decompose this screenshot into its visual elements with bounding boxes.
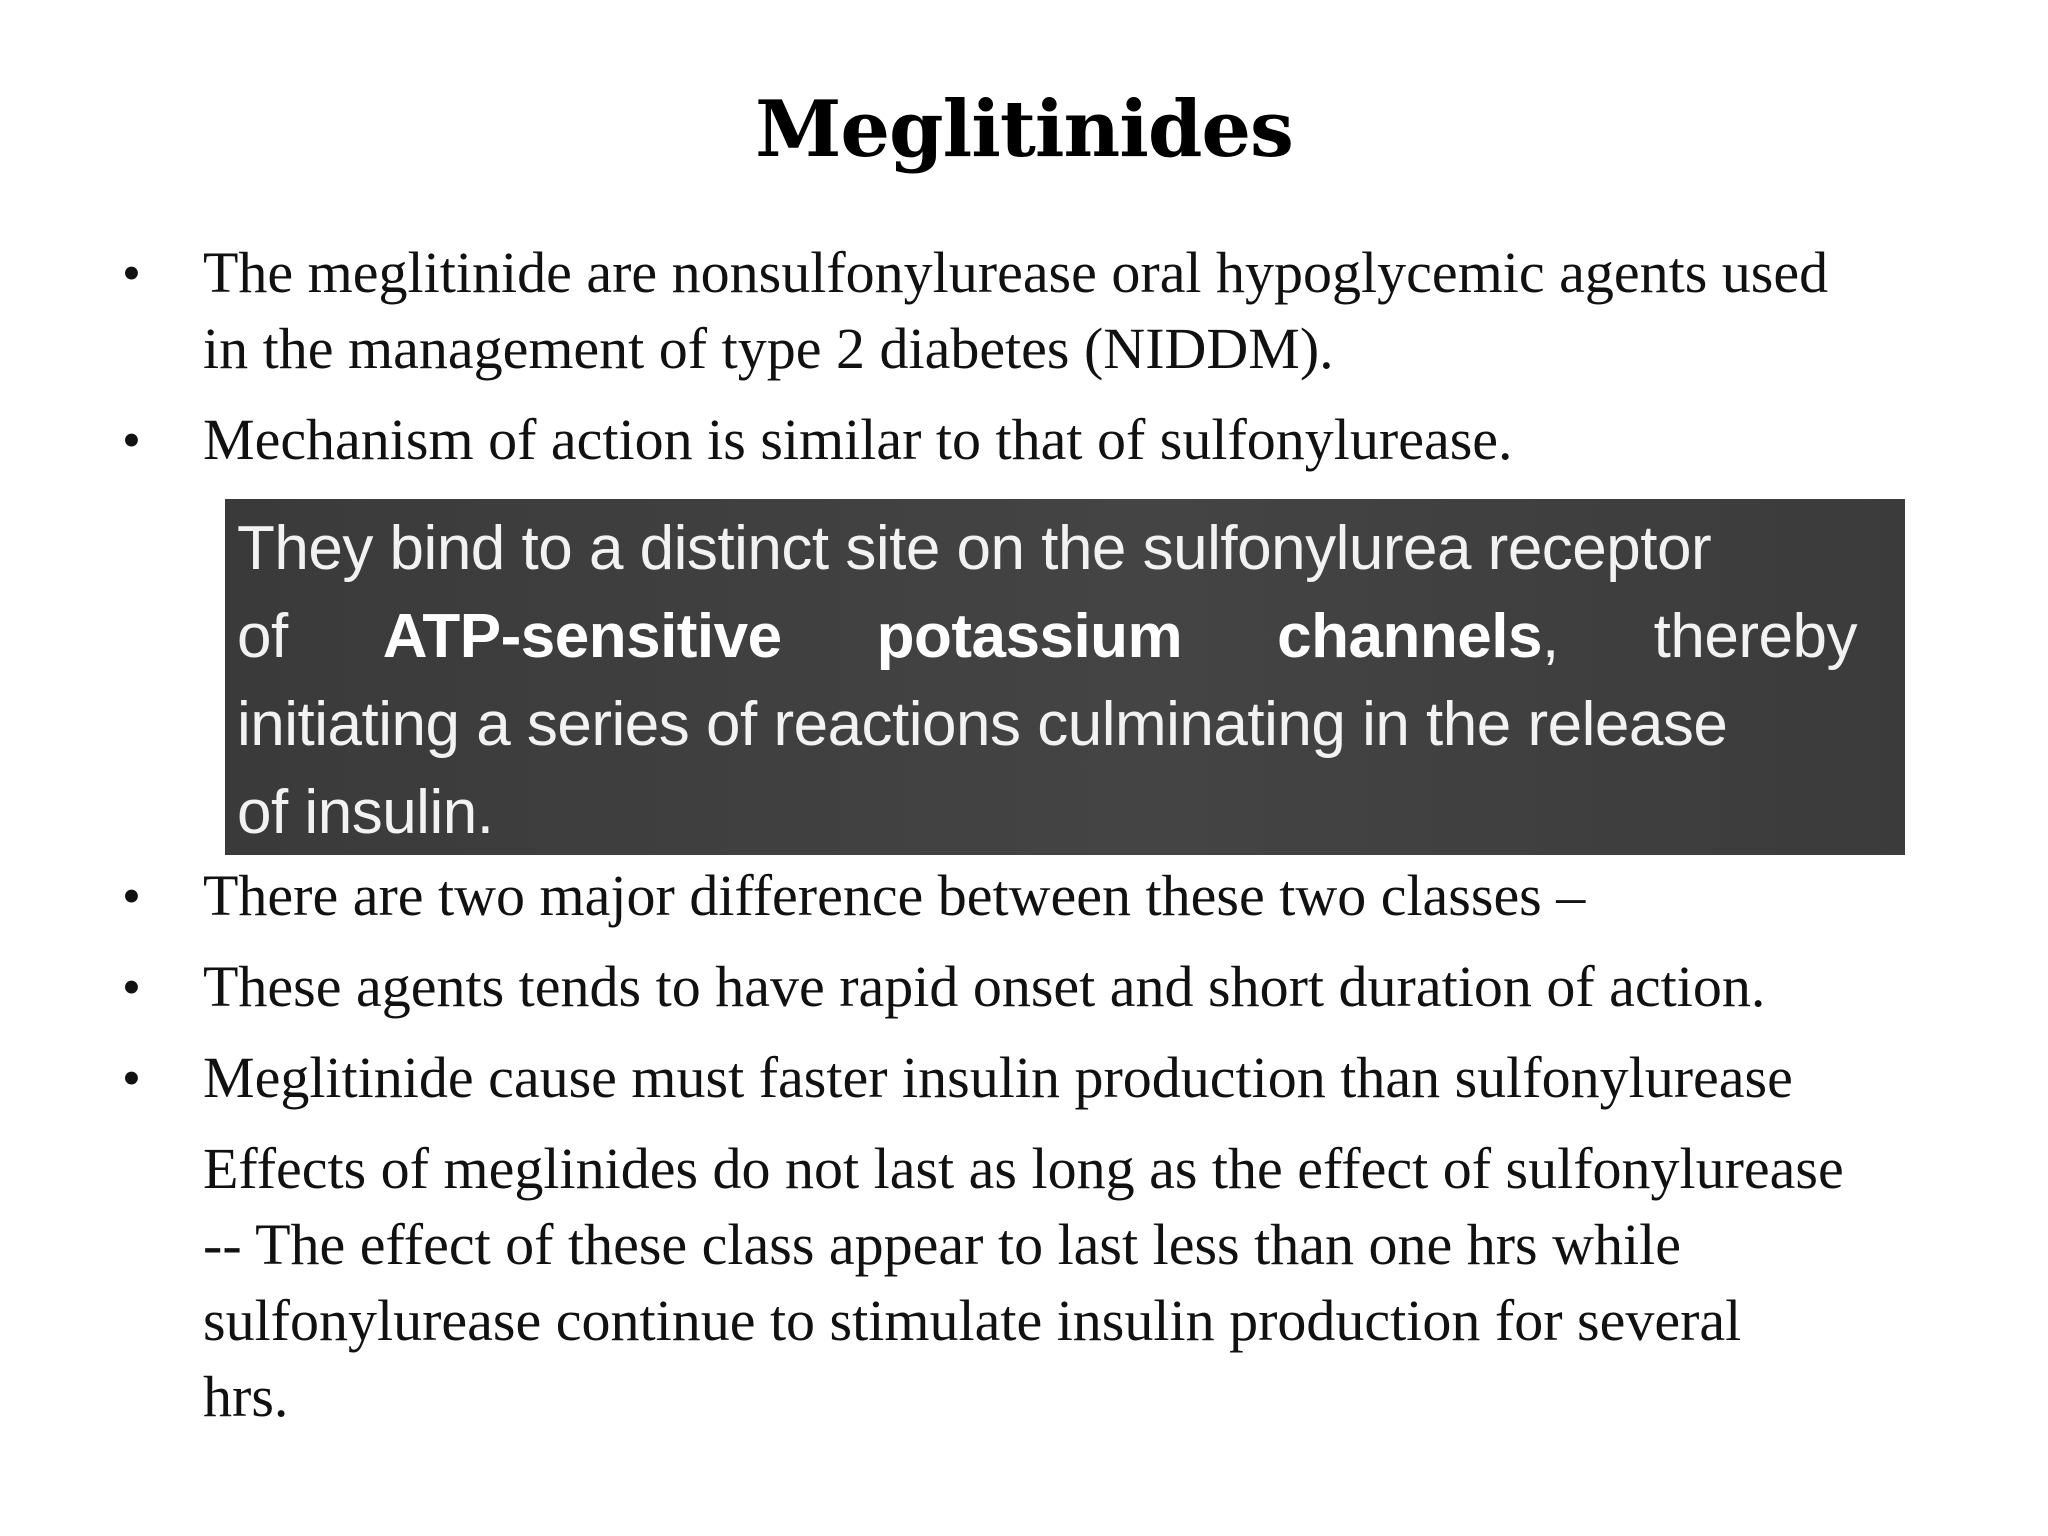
quote-bold-term: potassium	[876, 602, 1183, 671]
quote-line: initiating a series of reactions culminating in the release	[237, 690, 1728, 759]
quote-word: thereby	[1653, 602, 1857, 671]
quote-bold-term: ATP-sensitive	[382, 602, 782, 671]
quote-line-emphasis	[237, 593, 1857, 681]
bullet-dot: •	[122, 243, 141, 303]
paragraph-text: Effects of meglinides do not last as long as the effect of sulfonylurease -- The effect of these class appear to last less than one hrs while sulfonylurease continue to stimulate insulin production for several hrs.	[203, 1136, 1844, 1429]
quote-word: of	[237, 602, 288, 671]
bullet-text: These agents tends to have rapid onset and short duration of action.	[203, 954, 1766, 1019]
slide-title: Meglitinides	[755, 84, 1293, 175]
bullet-text: The meglitinide are nonsulfonylurease oral hypoglycemic agents used in the management of type 2 diabetes (NIDDM).	[203, 240, 1829, 381]
quote-bold-group	[1277, 593, 1559, 681]
quote-comma: ,	[1541, 602, 1559, 671]
quote-line: They bind to a distinct site on the sulfonylurea receptor	[237, 514, 1712, 583]
quote-bold-term: channels	[1277, 602, 1542, 671]
bullet-dot: •	[122, 957, 141, 1017]
bullet-dot: •	[122, 410, 141, 470]
quote-line: of insulin.	[237, 778, 494, 847]
quote-image-box	[225, 499, 1905, 855]
bullet-text: Mechanism of action is similar to that of sulfonylurease.	[203, 407, 1513, 472]
bullet-dot: •	[122, 1048, 141, 1108]
bullet-dot: •	[122, 866, 141, 926]
bullet-text: There are two major difference between these two classes –	[203, 863, 1586, 928]
bullet-text: Meglitinide cause must faster insulin production than sulfonylurease	[203, 1045, 1793, 1110]
